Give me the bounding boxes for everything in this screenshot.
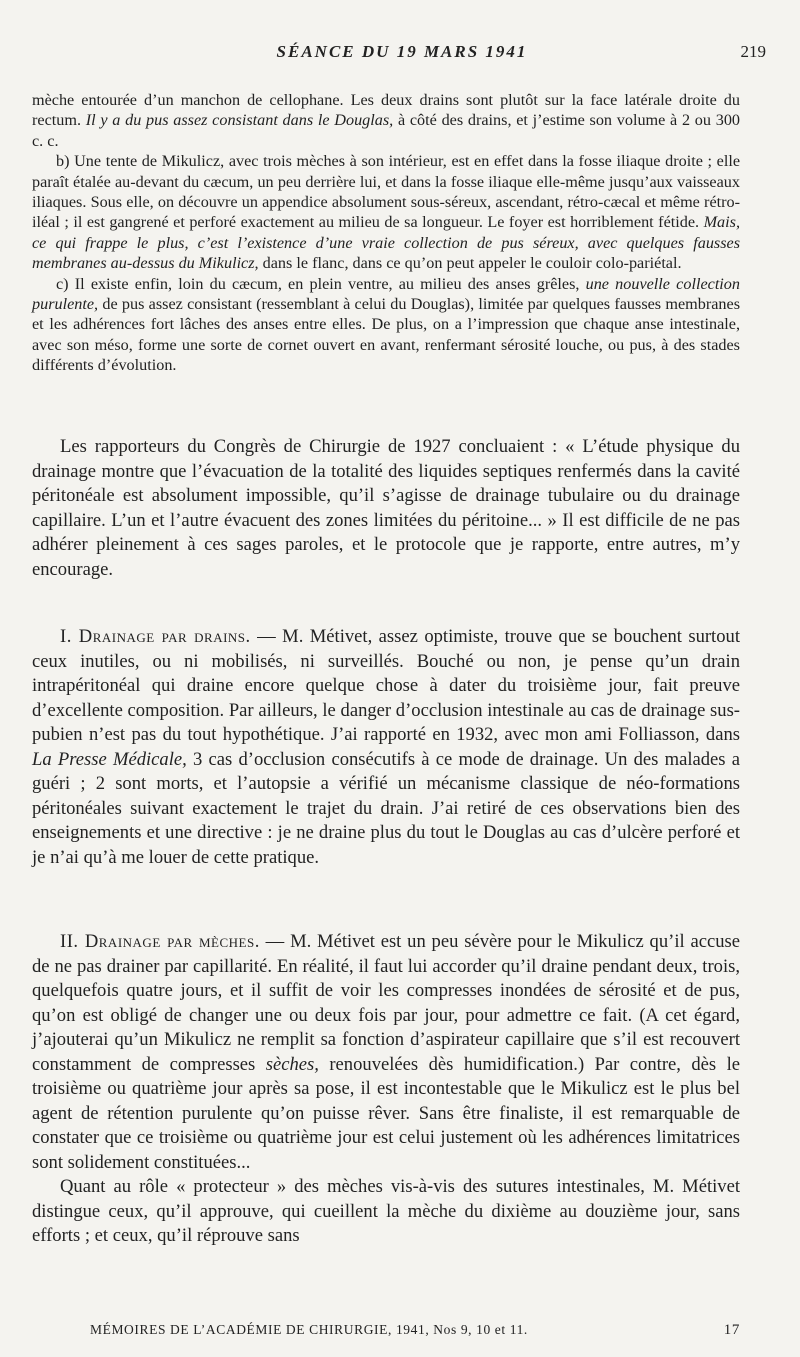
page-footer <box>60 1322 740 1342</box>
section-paragraph: Quant au rôle « protecteur » des mèches vis-à-vis des sutures intestinales, M. Métivet distingue ceux, qu’il approuve, qui cueillent la mèche du dixième au douzième jour, sans efforts ; et ceux, qu’il réprouve sans <box>32 1176 740 1246</box>
section-heading: II. Drainage par mèches. <box>60 931 260 952</box>
running-title: SÉANCE DU 19 MARS 1941 <box>276 42 528 61</box>
rapporteurs-paragraph: Les rapporteurs du Congrès de Chirurgie de 1927 concluaient : « L’étude physique du drainage montre que l’évacuation de la totalité des liquides septiques renfermés dans la cavité péritonéale est absolument impossible, qu’il s’agisse de drainage tubulaire ou du drainage capillaire. L’un et l’autre évacuent des zones limitées du péritoine... » Il est difficile de ne pas adhérer pleinement à ces sages paroles, et le protocole que je rapporte, entre autres, m’y encourage. <box>32 436 740 580</box>
page-header <box>32 42 772 68</box>
case-paragraph-a: mèche entourée d’un manchon de cellophane. Les deux drains sont plutôt sur la face latérale droite du rectum. Il y a du pus assez consistant dans le Douglas, à côté des drains, et j’estime son volume à 2 ou 300 c. c. <box>32 91 741 150</box>
case-paragraph-b: b) Une tente de Mikulicz, avec trois mèches à son intérieur, est en effet dans la fosse iliaque droite ; elle paraît étalée au-devant du cæcum, un peu derrière lui, et dans la fosse iliaque elle-même jusqu’aux vaisseaux iliaques. Sous elle, on découvre un appendice absolument sous-séreux, ascendant, rétro-cæcal et même rétro-iléal ; il est gangrené et perforé exactement au milieu de sa longueur. Le foyer est horriblement fétide. Mais, ce qui frappe le plus, c’est l’existence d’une vraie collection de pus séreux, avec quelques fausses membranes au-dessus du Mikulicz, dans le flanc, dans ce qu’on peut appeler le couloir colo-pariétal. <box>32 152 740 273</box>
case-description <box>32 90 740 376</box>
journal-title: La Presse Médicale, <box>32 748 187 770</box>
section-heading: I. Drainage par drains. <box>60 626 251 647</box>
page-number: 219 <box>740 42 766 61</box>
case-paragraph-c: c) Il existe enfin, loin du cæcum, en plein ventre, au milieu des anses grêles, une nouvelle collection purulente, de pus assez consistant (ressemblant à celui du Douglas), limitée par quelques fausses membranes et les adhérences fort lâches des anses entre elles. De plus, on a l’impression que chaque anse intestinale, avec son méso, forme une sorte de cornet ouvert en avant, renfermant sérosité louche, ou pus, à des stades différents d’évolution. <box>32 274 740 375</box>
journal-footer: MÉMOIRES DE L’ACADÉMIE DE CHIRURGIE, 1941, Nos 9, 10 et 11. <box>90 1322 528 1337</box>
signature-mark: 17 <box>723 1322 740 1338</box>
section-drainage-drains: I. Drainage par drains. — M. Métivet, assez optimiste, trouve que se bouchent surtout ceux inutiles, ou ni mobilisés, ni surveillés. Bouché ou non, je pense qu’un drain intrapéritonéal qui draine encore quelque chose à dater du troisième jour, fait preuve d’excellente composition. Par ailleurs, le danger d’occlusion intestinale au cas de drainage sus-pubien n’est pas du tout hypothétique. J’ai rapporté en 1932, avec mon ami Folliasson, dans La Presse Médicale, 3 cas d’occlusion consécutifs à ce mode de drainage. Un des malades a guéri ; 2 sont morts, et l’autopsie a vérifié un mécanisme classique de néo-formations péritonéales suivant exactement le trajet du drain. J’ai retiré de ces observations bien des enseignements et une directive : je ne draine plus du tout le Douglas au cas d’ulcère perforé et je n’ai qu’à me louer de cette pratique. <box>32 626 740 868</box>
section-drainage-meches: II. Drainage par mèches. — M. Métivet est un peu sévère pour le Mikulicz qu’il accuse de ne pas drainer par capillarité. En réalité, il faut lui accorder qu’il draine pendant deux, trois, quelquefois quatre jours, et il suffit de voir les compresses inondées de sérosité et de pus, qu’on est obligé de changer une ou deux fois par jour, pour admettre ce fait. (A cet égard, j’ajouterai qu’un Mikulicz ne remplit sa fonction d’aspirateur capillaire que s’il est recouvert constamment de compresses sèches, renouvelées dès humidification.) Par contre, dès le troisième ou quatrième jour après sa pose, il est incontestable que le Mikulicz est le plus bel agent de rétention purulente qu’on puisse rêver. Sans être finaliste, il est remarquable de constater que ce troisième ou quatrième jour est celui justement où les adhérences limitatrices sont solidement constituées... Quant au rôle « protecteur » des mèches vis-à-vis des sutures intestinales, M. Métivet distingue ceux, qu’il approuve, qui cueillent la mèche du dixième au douzième jour, sans efforts ; et ceux, qu’il réprouve sans <box>32 930 740 1249</box>
